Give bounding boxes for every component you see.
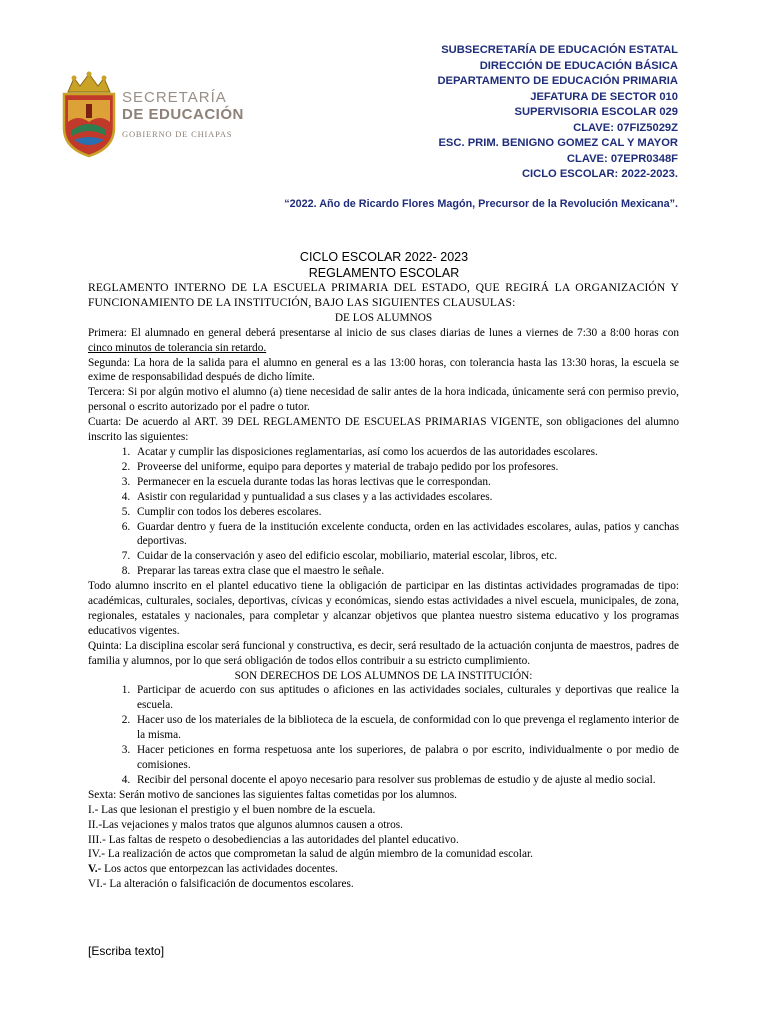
fault-text: - Las que lesionan el prestigio y el buen nombre de la escuela. — [94, 803, 376, 816]
section-heading-derechos: SON DERECHOS DE LOS ALUMNOS DE LA INSTITUCIÓN: — [234, 669, 533, 682]
obligations-list — [88, 445, 679, 579]
list-item: 4. Recibir del personal docente el apoyo necesario para resolver sus problemas de estudio y de ajuste al medio social. — [133, 773, 679, 788]
clause-sexta: Sexta: Serán motivo de sanciones las siguientes faltas cometidas por los alumnos. — [88, 788, 457, 801]
fault-item — [88, 877, 679, 892]
intro-paragraph: REGLAMENTO INTERNO DE LA ESCUELA PRIMARIA DEL ESTADO, QUE REGIRÁ LA ORGANIZACIÓN Y FUNCIONAMIENTO DE LA INSTITUCIÓN, BAJO LAS SIGUIENTES CLAUSULAS: — [88, 281, 679, 309]
header-line: DIRECCIÓN DE EDUCACIÓN BÁSICA — [479, 59, 678, 72]
fault-item — [88, 833, 679, 848]
fault-number: I. — [88, 803, 95, 816]
header-line: DEPARTAMENTO DE EDUCACIÓN PRIMARIA — [437, 75, 678, 87]
fault-number: II. — [88, 818, 99, 831]
list-item: 1. Acatar y cumplir las disposiciones reglamentarias, así como los acuerdos de las autoridades escolares. — [133, 445, 679, 460]
list-item: 1. Participar de acuerdo con sus aptitudes o aficiones en las actividades sociales, culturales y deportivas que realice la escuela. — [133, 683, 679, 713]
clause-segunda: Segunda: La hora de la salida para el alumno en general es a las 13:00 horas, con tolerancia hasta las 13:30 horas, la escuela se exime de responsabilidad después de dicho límite. — [88, 356, 679, 384]
footer-placeholder-text[interactable]: [Escriba texto] — [88, 944, 165, 958]
fault-item — [88, 862, 679, 877]
list-item: 3. Permanecer en la escuela durante todas las horas lectivas que le correspondan. — [133, 475, 679, 490]
fault-item — [88, 803, 679, 818]
document-cycle-title: CICLO ESCOLAR 2022- 2023 — [299, 250, 469, 264]
fault-number: IV. — [88, 848, 102, 861]
header-line: SUBSECRETARÍA DE EDUCACIÓN ESTATAL — [441, 44, 678, 56]
fault-number: III. — [88, 833, 103, 846]
rights-list — [88, 683, 679, 787]
list-item: 5. Cumplir con todos los deberes escolares. — [133, 505, 679, 520]
clause-primera — [88, 326, 679, 356]
fault-text: - Las faltas de respeto o desobediencias a las autoridades del plantel educativo. — [102, 833, 459, 846]
fault-text: - La realización de actos que comprometan la salud de algún miembro de la comunidad escolar. — [101, 848, 533, 861]
list-item: 2. Proveerse del uniforme, equipo para deportes y material de trabajo pedido por los profesores. — [133, 460, 679, 475]
section-heading-alumnos: DE LOS ALUMNOS — [334, 311, 433, 324]
list-item: 6. Guardar dentro y fuera de la institución excelente conducta, orden en las actividades escolares, aulas, patios y canchas deportivas. — [133, 520, 679, 550]
fault-item — [88, 818, 679, 833]
clause-tercera: Tercera: Si por algún motivo el alumno (a) tiene necesidad de salir antes de la hora indicada, únicamente será con permiso previo, personal o escrito autorizado por el padre o tutor. — [88, 386, 679, 414]
logo-line-gobierno: GOBIERNO DE CHIAPAS — [122, 129, 233, 139]
header-line: SUPERVISORIA ESCOLAR 029 — [514, 106, 678, 118]
list-item: 7. Cuidar de la conservación y aseo del edificio escolar, mobiliario, material escolar, libros, etc. — [133, 549, 679, 564]
participation-paragraph: Todo alumno inscrito en el plantel educativo tiene la obligación de participar en las distintas actividades programadas de tipo: académicas, culturales, sociales, deportivas, cívicas y económicas, siendo estas actividades a nivel escuela, municipales, de zona, regionales, estatales y nacionales, para completar y alcanzar objetivos que plantea nuestro sistema educativo y los programas educativos vigentes. — [88, 580, 679, 637]
clause-cuarta: Cuarta: De acuerdo al ART. 39 DEL REGLAMENTO DE ESCUELAS PRIMARIAS VIGENTE, son obligaciones del alumno inscrito las siguientes: — [88, 416, 679, 444]
fault-text: - La alteración o falsificación de documentos escolares. — [102, 878, 354, 891]
year-motto: “2022. Año de Ricardo Flores Magón, Precursor de la Revolución Mexicana”. — [284, 198, 678, 210]
header-line: JEFATURA DE SECTOR 010 — [530, 90, 678, 103]
clause-primera-text: Primera: El alumnado en general deberá presentarse al inicio de sus clases diarias de lunes a viernes de 7:30 a 8:00 horas con — [88, 326, 679, 339]
header-line: CICLO ESCOLAR: 2022-2023. — [521, 168, 678, 180]
clause-quinta: Quinta: La disciplina escolar será funcional y constructiva, es decir, será resultado de la actuación conjunta de maestros, padres de familia y alumnos, por lo que será obligación de todos ellos contribuir a su estricto cumplimiento. — [88, 639, 679, 667]
fault-item — [88, 847, 679, 862]
fault-text: - Los actos que entorpezcan las actividades docentes. — [97, 863, 338, 876]
document-title: REGLAMENTO ESCOLAR — [308, 266, 460, 280]
fault-number: VI. — [88, 878, 103, 891]
secretaria-logo — [60, 70, 244, 160]
document-body — [88, 281, 679, 892]
list-item: 3. Hacer peticiones en forma respetuosa ante los superiores, de palabra o por escrito, individualmente o por medio de comisiones. — [133, 743, 679, 773]
header-line: ESC. PRIM. BENIGNO GOMEZ CAL Y MAYOR — [438, 137, 678, 149]
list-item: 2. Hacer uso de los materiales de la biblioteca de la escuela, de conformidad con lo que prevenga el reglamento interior de la misma. — [133, 713, 679, 743]
list-item: 4. Asistir con regularidad y puntualidad a sus clases y a las actividades escolares. — [133, 490, 679, 505]
clause-primera-underlined: cinco minutos de tolerancia sin retardo. — [88, 341, 267, 354]
logo-text — [122, 90, 244, 139]
fault-text: -Las vejaciones y malos tratos que algunos alumnos causen a otros. — [98, 818, 403, 831]
list-item: 8. Preparar las tareas extra clase que el maestro le señale. — [133, 564, 679, 579]
institution-header — [437, 43, 678, 183]
header-line: CLAVE: 07EPR0348F — [566, 152, 678, 165]
logo-line-secretaria: SECRETARÍA — [122, 89, 227, 106]
fault-number: V. — [88, 863, 98, 876]
chiapas-crest-icon — [60, 70, 118, 158]
header-line: CLAVE: 07FIZ5029Z — [573, 121, 678, 134]
logo-line-educacion: DE EDUCACIÓN — [122, 106, 244, 123]
